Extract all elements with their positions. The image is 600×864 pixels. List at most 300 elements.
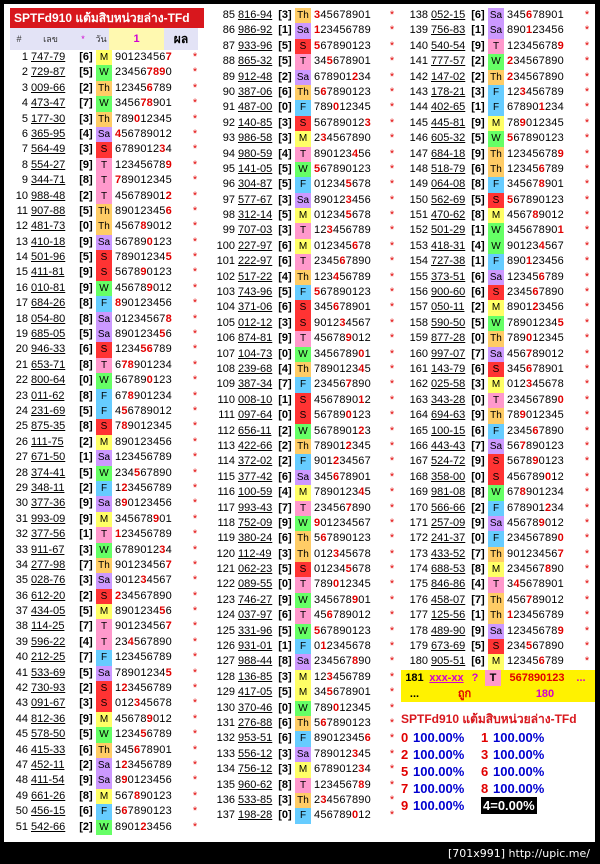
row-number: 100 [216, 239, 235, 252]
row-number: 106 [216, 332, 235, 345]
summary-pct: 100.00% [413, 780, 465, 796]
row-day: Sa [488, 347, 504, 362]
hit-digit: 8 [121, 420, 128, 433]
row-star: * [389, 655, 395, 668]
row-number: 17 [15, 297, 28, 310]
row-digit: [6] [471, 362, 485, 375]
column-right [401, 8, 595, 814]
hit-digit: 9 [519, 409, 526, 422]
row-number: 4 [21, 97, 28, 110]
row-numbers: 890123456 [115, 820, 172, 833]
row-numbers: 345678901 [314, 686, 371, 699]
rows-left [10, 50, 204, 835]
row-digit: [4] [278, 270, 292, 283]
table-row [10, 173, 204, 188]
row-set: 062-23 [238, 563, 273, 576]
row-star: * [192, 112, 198, 125]
hit-digit: 9 [532, 455, 539, 468]
hit-digit: 3 [519, 85, 526, 98]
row-digit: [1] [471, 24, 485, 37]
row-number: 114 [217, 455, 235, 468]
row-numbers: 345678901 [314, 9, 371, 21]
row-numbers: 456789012 [314, 809, 371, 822]
row-number: 156 [409, 286, 428, 299]
table-row [401, 408, 595, 423]
row-number: 113 [217, 439, 235, 452]
row-star: * [389, 640, 395, 653]
hit-digit: 8 [152, 66, 160, 79]
hit-digit: 7 [115, 174, 122, 187]
row-number: 169 [409, 486, 428, 499]
row-star: * [389, 101, 395, 114]
row-day: Th [295, 531, 311, 546]
row-star: * [389, 563, 395, 576]
hit-digit: 6 [320, 716, 327, 729]
table-row [210, 778, 400, 793]
row-set: 198-28 [238, 809, 273, 822]
table-row [401, 300, 595, 315]
row-digit: [3] [79, 143, 93, 156]
row-set: 372-02 [238, 455, 273, 468]
title-main: SPTFd910 [14, 11, 76, 25]
row-star: * [584, 455, 590, 468]
row-set: 377-36 [31, 497, 66, 510]
hit-digit: 9 [557, 39, 564, 52]
row-numbers: 123456789 [507, 270, 564, 283]
row-numbers: 567890123 [115, 805, 172, 818]
row-digit: [5] [278, 209, 292, 222]
row-digit: [9] [79, 497, 93, 510]
row-number: 139 [409, 24, 428, 37]
table-row [10, 558, 204, 573]
hit-digit: 9 [345, 332, 352, 345]
row-day: W [488, 316, 504, 331]
row-digit: [2] [278, 439, 292, 452]
row-numbers: 456789012 [507, 470, 564, 483]
row-day: Sa [96, 773, 112, 788]
row-set: 143-79 [431, 362, 466, 375]
row-day: M [295, 670, 311, 685]
table-row [401, 316, 595, 331]
row-star: * [584, 362, 590, 375]
row-digit: [9] [471, 409, 485, 422]
row-set: 025-58 [431, 378, 466, 391]
row-star: * [389, 55, 395, 68]
row-day: S [295, 408, 311, 423]
row-numbers: 234567890 [115, 466, 172, 479]
row-digit: [4] [278, 486, 292, 499]
row-numbers: 890123456 [314, 193, 371, 206]
hit-digit: 2 [165, 189, 172, 202]
table-row [210, 377, 400, 392]
row-star: * [192, 635, 198, 648]
row-digit: [0] [278, 701, 292, 714]
row-day: Sa [96, 327, 112, 342]
row-digit: [8] [79, 389, 93, 402]
row-numbers: 234567890 [314, 378, 371, 391]
hit-digit: 3 [320, 793, 327, 806]
row-set: 875-35 [31, 420, 66, 433]
row-day: S [96, 250, 112, 265]
row-set: 986-92 [238, 24, 273, 37]
table-row [210, 100, 400, 115]
row-star: * [584, 55, 590, 68]
row-day: T [488, 577, 504, 592]
row-day: M [295, 685, 311, 700]
row-set: 727-38 [431, 255, 466, 268]
row-day: F [295, 100, 311, 115]
row-number: 126 [216, 640, 235, 653]
row-digit: [6] [471, 9, 485, 21]
row-star: * [389, 701, 395, 714]
row-digit: [5] [278, 563, 292, 576]
count-label: ถูก [457, 687, 472, 700]
row-star: * [389, 424, 395, 437]
row-star: * [389, 132, 395, 145]
table-row [10, 619, 204, 634]
row-number: 50 [15, 805, 28, 818]
row-numbers: 456789012 [115, 127, 172, 140]
row-number: 157 [409, 301, 428, 314]
row-day: M [295, 762, 311, 777]
row-numbers: 123456789 [314, 270, 371, 283]
table-row [210, 223, 400, 238]
table-row [401, 270, 595, 285]
hit-digit: 1 [358, 393, 365, 406]
row-star: * [389, 547, 395, 560]
row-set: 473-47 [31, 97, 66, 110]
table-row [10, 512, 204, 527]
table-row [210, 793, 400, 808]
row-star: * [192, 81, 198, 94]
hit-digit: 5 [525, 640, 533, 653]
row-star: * [584, 39, 590, 52]
table-row [401, 223, 595, 238]
row-numbers: 234567890 [507, 532, 564, 545]
table-row [210, 762, 400, 777]
row-day: S [96, 589, 112, 604]
hit-digit: 6 [165, 204, 172, 217]
row-set: 671-50 [31, 451, 66, 464]
row-day: F [295, 454, 311, 469]
image-credit: [701x991] http://upic.me/ [447, 847, 590, 860]
row-star: * [192, 158, 198, 171]
row-star: * [389, 409, 395, 422]
hit-digit: 7 [525, 593, 533, 606]
row-number: 30 [15, 497, 28, 510]
row-day: S [295, 39, 311, 54]
row-set: 104-73 [238, 347, 273, 360]
hit-digit: 6 [538, 162, 545, 175]
row-star: * [192, 712, 198, 725]
table-row [210, 331, 400, 346]
row-day: W [295, 624, 311, 639]
row-day: F [488, 531, 504, 546]
row-star: * [584, 101, 590, 114]
row-digit: [8] [79, 174, 93, 187]
row-star: * [584, 255, 590, 268]
row-set: 052-15 [431, 9, 466, 21]
hit-digit: 1 [507, 609, 514, 622]
row-day: S [488, 285, 504, 300]
hit-digit: 5 [140, 728, 147, 741]
row-digit: [5] [471, 132, 485, 145]
table-row [210, 424, 400, 439]
row-digit: [1] [278, 640, 292, 653]
row-number: 99 [222, 224, 235, 237]
row-star: * [584, 301, 590, 314]
row-numbers: 567890123 [314, 85, 371, 98]
row-digit: [2] [79, 589, 93, 602]
row-digit: [8] [278, 655, 292, 668]
row-numbers: 890123456 [314, 732, 371, 745]
row-digit: [6] [471, 655, 485, 668]
row-set: 089-55 [238, 578, 273, 591]
row-star: * [389, 255, 395, 268]
table-row [401, 439, 595, 454]
row-star: * [584, 640, 590, 653]
row-star: * [584, 609, 590, 622]
table-row [210, 162, 400, 177]
row-digit: [3] [471, 378, 485, 391]
hit-digit: 2 [121, 481, 128, 494]
row-set: 222-97 [238, 255, 273, 268]
row-star: * [389, 393, 395, 406]
table-row [10, 481, 204, 496]
row-star: * [389, 501, 395, 514]
row-digit: [9] [79, 158, 93, 171]
table-row [401, 239, 595, 254]
row-day: Th [96, 204, 112, 219]
table-row [10, 50, 204, 65]
hit-digit: 3 [332, 547, 340, 560]
row-star: * [192, 805, 198, 818]
row-digit: [6] [278, 239, 292, 252]
row-set: 411-81 [31, 266, 65, 279]
row-day: F [488, 85, 504, 100]
row-set: 331-96 [238, 624, 273, 637]
row-day: W [488, 131, 504, 146]
row-set: 358-00 [431, 470, 466, 483]
row-set: 365-95 [31, 127, 66, 140]
row-day: T [295, 147, 311, 162]
row-number: 45 [15, 728, 28, 741]
table-row [210, 670, 400, 685]
row-number: 88 [222, 55, 235, 68]
row-day: Th [295, 362, 311, 377]
row-set: 481-73 [31, 220, 66, 233]
table-row [10, 327, 204, 342]
row-day: Th [96, 112, 112, 127]
row-day: M [96, 604, 112, 619]
hit-digit: 3 [133, 697, 141, 710]
row-star: * [192, 174, 198, 187]
row-numbers: 567890123 [314, 116, 371, 129]
row-digit: [5] [278, 162, 292, 175]
row-set: 756-83 [431, 24, 466, 37]
row-set: 443-43 [431, 439, 466, 452]
table-row [401, 501, 595, 516]
row-day: F [295, 808, 311, 823]
row-number: 160 [409, 347, 428, 360]
row-number: 109 [216, 378, 235, 391]
row-star: * [584, 624, 590, 637]
row-number: 155 [409, 270, 428, 283]
row-set: 452-11 [31, 758, 65, 771]
row-digit: [9] [79, 774, 93, 787]
hit-digit: 3 [326, 670, 333, 683]
table-row [10, 281, 204, 296]
row-numbers: 234567890 [507, 393, 564, 406]
row-number: 33 [15, 543, 28, 556]
row-star: * [192, 266, 198, 279]
hit-digit: 5 [121, 404, 128, 417]
row-star: * [192, 728, 198, 741]
row-star: * [584, 116, 590, 129]
row-set: 422-66 [238, 439, 273, 452]
hit-digit: 1 [320, 640, 327, 653]
hit-digit: 7 [345, 378, 352, 391]
row-set: 141-05 [238, 162, 273, 175]
hit-digit: 7 [165, 558, 172, 571]
row-number: 111 [218, 409, 235, 422]
table-row [210, 131, 400, 146]
row-digit: [2] [471, 55, 485, 68]
row-star: * [192, 497, 198, 510]
table-row [401, 193, 595, 208]
row-number: 36 [15, 589, 28, 602]
row-numbers: 012345678 [314, 640, 371, 653]
table-row [10, 820, 204, 835]
hit-digit: 9 [519, 116, 526, 129]
hit-digit: 6 [320, 85, 327, 98]
hit-digit: 7 [345, 501, 352, 514]
row-digit: [6] [278, 470, 292, 483]
row-star: * [192, 789, 198, 802]
row-day: S [488, 454, 504, 469]
hit-digit: 5 [345, 178, 352, 191]
row-set: 415-33 [31, 743, 66, 756]
row-day: S [295, 393, 311, 408]
row-star: * [389, 778, 395, 791]
row-number: 13 [15, 235, 28, 248]
row-numbers: 789012345 [115, 420, 172, 433]
row-day: W [96, 65, 112, 80]
hit-digit: 3 [339, 316, 346, 329]
row-day: T [96, 358, 112, 373]
row-digit: [0] [79, 220, 93, 233]
row-numbers: 789012345 [314, 578, 371, 591]
row-set: 877-28 [431, 332, 466, 345]
pending-set: xxx-xx [429, 671, 464, 684]
summary-digit: 7 [401, 780, 409, 796]
row-day: F [488, 424, 504, 439]
row-day: T [96, 527, 112, 542]
table-row [401, 624, 595, 639]
row-day: M [488, 300, 504, 315]
row-numbers: 234567890 [507, 55, 564, 68]
summary-row [401, 746, 595, 763]
row-star: * [389, 747, 395, 760]
row-set: 900-60 [431, 286, 466, 299]
pending-flag: ? [471, 671, 479, 684]
hit-digit: 3 [159, 143, 166, 156]
hit-digit: 8 [532, 209, 539, 222]
row-digit: [3] [278, 793, 292, 806]
row-digit: [5] [278, 624, 292, 637]
row-day: S [488, 362, 504, 377]
hit-digit: 6 [532, 424, 539, 437]
row-digit: [8] [471, 209, 485, 222]
row-day: Sa [96, 758, 112, 773]
row-number: 177 [409, 609, 428, 622]
hit-digit: 4 [538, 239, 545, 252]
row-digit: [5] [471, 640, 485, 653]
summary-box [401, 710, 595, 814]
summary-rows [401, 729, 595, 814]
row-star: * [389, 147, 395, 160]
table-row [210, 577, 400, 592]
row-day: Th [295, 85, 311, 100]
table-row [210, 316, 400, 331]
row-star: * [584, 193, 590, 206]
row-set: 653-71 [31, 358, 66, 371]
hit-digit: 3 [326, 224, 333, 237]
row-set: 402-65 [431, 101, 466, 114]
row-set: 905-51 [431, 655, 466, 668]
table-row [210, 408, 400, 423]
row-digit: [7] [79, 620, 93, 633]
row-numbers: 012345678 [314, 178, 371, 191]
row-digit: [2] [79, 435, 93, 448]
row-numbers: 567890123 [115, 789, 172, 802]
row-star: * [389, 286, 395, 299]
hit-digit: 5 [165, 251, 172, 264]
row-day: Sa [488, 270, 504, 285]
table-row [10, 650, 204, 665]
row-digit: [3] [278, 193, 292, 206]
row-numbers: 567890123 [507, 193, 564, 206]
hit-digit: 3 [358, 763, 365, 776]
row-number: 119 [217, 532, 235, 545]
row-set: 276-88 [238, 716, 273, 729]
row-day: T [96, 158, 112, 173]
row-numbers: 345678901 [314, 301, 371, 314]
row-digit: [8] [79, 789, 93, 802]
row-set: 374-41 [31, 466, 66, 479]
row-numbers: 234567890 [507, 424, 564, 437]
row-digit: [0] [278, 409, 292, 422]
table-row [210, 147, 400, 162]
row-star: * [584, 532, 590, 545]
table-row [10, 189, 204, 204]
row-numbers: 456789012 [115, 404, 172, 417]
row-star: * [192, 343, 198, 356]
row-digit: [2] [79, 820, 93, 833]
row-digit: [9] [471, 147, 485, 160]
row-star: * [192, 189, 198, 202]
hit-digit: 0 [358, 347, 365, 360]
row-digit: [6] [471, 270, 485, 283]
row-set: 304-87 [238, 178, 273, 191]
row-day: T [295, 223, 311, 238]
row-day: Sa [295, 654, 311, 669]
row-digit: [1] [471, 101, 485, 114]
row-set: 097-64 [238, 409, 273, 422]
row-star: * [192, 528, 198, 541]
row-star: * [192, 758, 198, 771]
hit-digit: 5 [314, 162, 321, 175]
